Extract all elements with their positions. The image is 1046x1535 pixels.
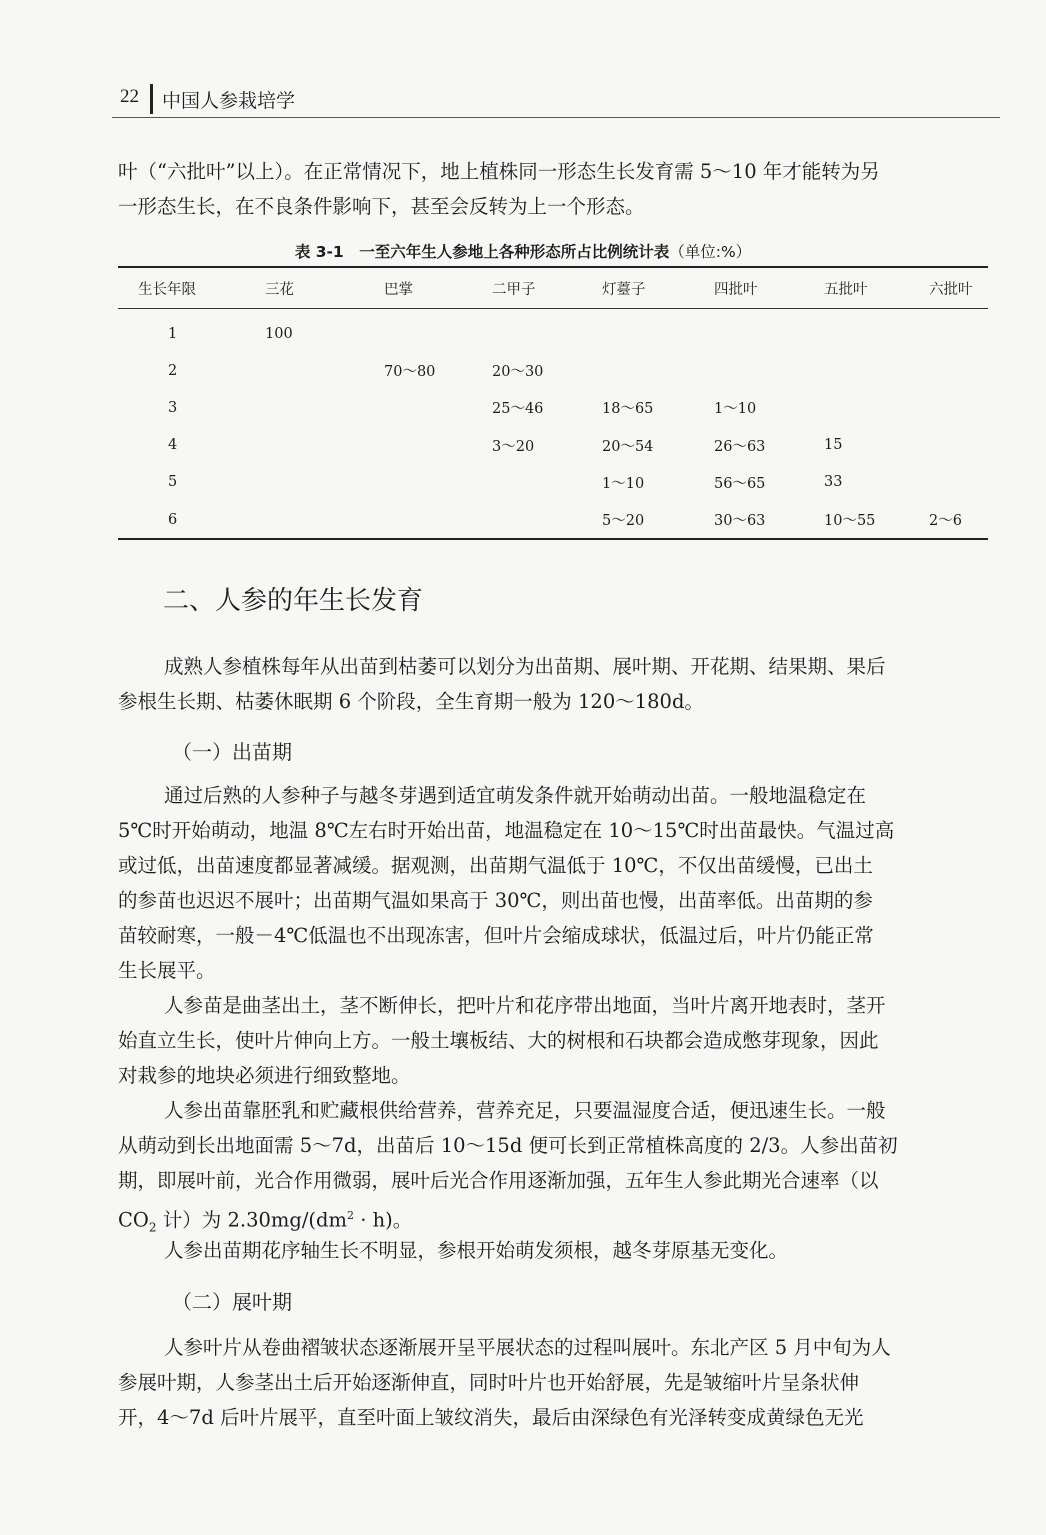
intro-paragraph xyxy=(118,154,988,224)
table-cell xyxy=(600,352,712,389)
table-cell xyxy=(490,501,600,539)
caption-title: 表 3-1 一至六年生人参地上各种形态所占比例统计表 xyxy=(294,243,670,261)
subsection-heading-leaf-expansion: （二）展叶期 xyxy=(172,1290,292,1314)
section-heading: 二、人参的年生长发育 xyxy=(163,586,424,616)
page-number: 22 xyxy=(120,86,139,107)
column-header: 巴掌 xyxy=(382,267,490,309)
column-header: 五批叶 xyxy=(822,267,929,309)
table-cell xyxy=(263,389,382,426)
table-cell xyxy=(822,389,929,426)
text-line: 通过后熟的人参种子与越冬芽遇到适宜萌发条件就开始萌动出苗。一般地温稳定在 xyxy=(164,784,867,807)
table-cell xyxy=(929,464,988,501)
table-cell xyxy=(263,352,382,389)
table-cell xyxy=(382,464,490,501)
text-line: 苗较耐寒，一般－4℃低温也不出现冻害，但叶片会缩成球状，低温过后，叶片仍能正常 xyxy=(118,924,874,947)
formula-text: 计）为 2.30mg/(dm xyxy=(156,1208,348,1232)
column-header: 四批叶 xyxy=(712,267,822,309)
table-row xyxy=(118,427,988,464)
table-header-row xyxy=(118,267,988,309)
table-cell xyxy=(382,427,490,464)
text-line: 参展叶期，人参茎出土后开始逐渐伸直，同时叶片也开始舒展，先是皱缩叶片呈条状伸 xyxy=(118,1371,860,1394)
table-cell xyxy=(712,352,822,389)
table-cell xyxy=(822,315,929,352)
header-rule xyxy=(112,117,1000,118)
text-line: 人参出苗靠胚乳和贮藏根供给营养，营养充足，只要温湿度合适，便迅速生长。一般 xyxy=(164,1099,886,1122)
formula-subscript: 2 xyxy=(148,1220,157,1235)
table-cell: 20～54 xyxy=(602,438,654,455)
table-cell: 18～65 xyxy=(602,401,654,418)
table-cell xyxy=(382,315,490,352)
table-cell: 26～63 xyxy=(714,438,766,455)
table-cell: 10～55 xyxy=(824,513,876,530)
table-cell: 70～80 xyxy=(384,364,436,381)
table-cell xyxy=(263,427,382,464)
table-caption xyxy=(0,240,1046,262)
text-line: 的参苗也迟迟不展叶；出苗期气温如果高于 30℃，则出苗也慢，出苗率低。出苗期的参 xyxy=(118,889,873,912)
table-row xyxy=(118,352,988,389)
text-line: 期，即展叶前，光合作用微弱，展叶后光合作用逐渐加强，五年生人参此期光合速率（以 xyxy=(118,1169,879,1192)
table-row xyxy=(118,315,988,352)
table-cell xyxy=(822,352,929,389)
table-cell xyxy=(490,315,600,352)
table-cell xyxy=(929,352,988,389)
text-line: 人参叶片从卷曲褶皱状态逐渐展开呈平展状态的过程叫展叶。东北产区 5 月中旬为人 xyxy=(164,1336,891,1359)
table-cell: 100 xyxy=(265,325,293,342)
text-line: 生长展平。 xyxy=(118,959,216,982)
emergence-paragraph-4 xyxy=(118,1233,988,1268)
table-cell: 5～20 xyxy=(602,513,645,530)
table-row xyxy=(118,464,988,501)
growth-form-table xyxy=(118,266,988,540)
text-line: 从萌动到长出地面需 5～7d，出苗后 10～15d 便可长到正常植株高度的 2/3。人参出苗初 xyxy=(118,1134,898,1157)
formula-superscript: 2 xyxy=(347,1209,355,1222)
table-row xyxy=(118,501,988,539)
table-cell xyxy=(263,501,382,539)
text-line: 始直立生长，使叶片伸向上方。一般土壤板结、大的树根和石块都会造成憋芽现象，因此 xyxy=(118,1029,879,1052)
book-title: 中国人参栽培学 xyxy=(162,90,296,112)
column-header: 三花 xyxy=(263,267,382,309)
table-cell xyxy=(600,315,712,352)
table-cell: 2 xyxy=(168,362,178,379)
table-cell: 15 xyxy=(824,437,843,454)
emergence-paragraph-3 xyxy=(118,1093,988,1245)
text-line: 叶（“六批叶”以上）。在正常情况下，地上植株同一形态生长发育需 5～10 年才能转为另 xyxy=(118,160,880,183)
table-cell: 4 xyxy=(168,437,178,454)
table-cell: 5 xyxy=(168,474,178,491)
text-line: 一形态生长，在不良条件影响下，甚至会反转为上一个形态。 xyxy=(118,195,645,218)
table-cell xyxy=(263,464,382,501)
table-cell: 6 xyxy=(168,511,178,528)
table-cell: 25～46 xyxy=(492,401,544,418)
column-header: 六批叶 xyxy=(929,267,988,309)
table-cell: 33 xyxy=(824,474,843,491)
text-line: 成熟人参植株每年从出苗到枯萎可以划分为出苗期、展叶期、开花期、结果期、果后 xyxy=(164,655,886,678)
table-cell xyxy=(929,389,988,426)
text-line: 或过低，出苗速度都显著减缓。据观测，出苗期气温低于 10℃，不仅出苗缓慢，已出土 xyxy=(118,854,873,877)
text-line: 参根生长期、枯萎休眠期 6 个阶段，全生育期一般为 120～180d。 xyxy=(118,690,704,713)
table-cell xyxy=(929,315,988,352)
table-cell: 1 xyxy=(168,325,178,342)
formula-text-end: · h)。 xyxy=(354,1208,413,1232)
table-cell xyxy=(929,427,988,464)
table-cell: 1～10 xyxy=(714,401,757,418)
text-line: 开，4～7d 后叶片展平，直至叶面上皱纹消失，最后由深绿色有光泽转变成黄绿色无光 xyxy=(118,1406,864,1429)
column-header: 生长年限 xyxy=(118,267,263,309)
table-cell xyxy=(382,389,490,426)
section-intro-paragraph xyxy=(118,649,988,719)
table-cell xyxy=(490,464,600,501)
column-header: 灯薹子 xyxy=(600,267,712,309)
emergence-paragraph-2 xyxy=(118,988,988,1093)
emergence-paragraph-1 xyxy=(118,778,988,988)
table-cell: 3～20 xyxy=(492,438,535,455)
table-row xyxy=(118,389,988,426)
header-divider xyxy=(150,84,153,114)
text-line: 人参苗是曲茎出土，茎不断伸长，把叶片和花序带出地面，当叶片离开地表时，茎开 xyxy=(164,994,886,1017)
formula-co: CO xyxy=(118,1208,149,1232)
text-line: 5℃时开始萌动，地温 8℃左右时开始出苗，地温稳定在 10～15℃时出苗最快。气温过高 xyxy=(118,819,895,842)
table-cell xyxy=(712,315,822,352)
table-cell: 30～63 xyxy=(714,513,766,530)
table-cell xyxy=(382,501,490,539)
text-line: 人参出苗期花序轴生长不明显，参根开始萌发须根，越冬芽原基无变化。 xyxy=(164,1239,789,1262)
table-cell: 3 xyxy=(168,399,178,416)
table-cell: 56～65 xyxy=(714,475,766,492)
running-header xyxy=(112,78,1000,118)
subsection-heading-emergence: （一）出苗期 xyxy=(172,740,292,764)
text-line: 对栽参的地块必须进行细致整地。 xyxy=(118,1064,411,1087)
leaf-expansion-paragraph xyxy=(118,1330,988,1435)
table-cell: 2～6 xyxy=(929,513,962,530)
table-cell: 1～10 xyxy=(602,475,645,492)
column-header: 二甲子 xyxy=(490,267,600,309)
caption-unit: （单位:%） xyxy=(669,243,752,261)
table-cell: 20～30 xyxy=(492,364,544,381)
